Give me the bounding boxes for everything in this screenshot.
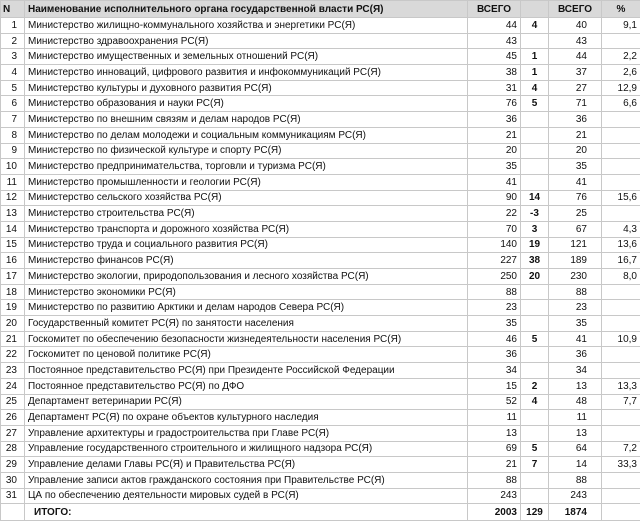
row-number: 26 (1, 410, 25, 426)
total-2-cell: 71 (549, 96, 602, 112)
total-cell: 20 (468, 143, 521, 159)
organ-name: Министерство промышленности и геологии РС(Я) (25, 174, 468, 190)
organ-name: ЦА по обеспечению деятельности мировых судей в РС(Я) (25, 488, 468, 504)
total-2-cell: 48 (549, 394, 602, 410)
row-number: 21 (1, 331, 25, 347)
table-row (1, 457, 640, 473)
percent-cell (602, 143, 640, 159)
organ-name: Управление делами Главы РС(Я) и Правительства РС(Я) (25, 457, 468, 473)
percent-cell: 15,6 (602, 190, 640, 206)
total-cell: 21 (468, 127, 521, 143)
organ-name: Госкомитет по ценовой политике РС(Я) (25, 347, 468, 363)
row-number: 1 (1, 18, 25, 34)
change-cell: 14 (521, 190, 549, 206)
row-number: 13 (1, 206, 25, 222)
header-change (521, 1, 549, 18)
row-number: 18 (1, 284, 25, 300)
percent-cell: 4,3 (602, 221, 640, 237)
change-cell (521, 316, 549, 332)
table-row (1, 143, 640, 159)
total-cell: 88 (468, 472, 521, 488)
total-2-cell: 40 (549, 18, 602, 34)
total-cell: 21 (468, 457, 521, 473)
change-cell: 2 (521, 378, 549, 394)
total-cell: 69 (468, 441, 521, 457)
organ-name: Управление архитектуры и градостроительства при Главе РС(Я) (25, 425, 468, 441)
table-row (1, 159, 640, 175)
total-2-cell: 37 (549, 65, 602, 81)
row-number: 4 (1, 65, 25, 81)
total-cell: 227 (468, 253, 521, 269)
row-number: 3 (1, 49, 25, 65)
percent-cell (602, 300, 640, 316)
table-row (1, 363, 640, 379)
percent-cell: 6,6 (602, 96, 640, 112)
organ-name: Министерство транспорта и дорожного хозяйства РС(Я) (25, 221, 468, 237)
total-cell: 11 (468, 410, 521, 426)
change-cell (521, 488, 549, 504)
change-cell: 19 (521, 237, 549, 253)
total-cell: 140 (468, 237, 521, 253)
total-2-cell: 88 (549, 284, 602, 300)
total-cell: 23 (468, 300, 521, 316)
total-2-cell: 189 (549, 253, 602, 269)
change-cell: 4 (521, 18, 549, 34)
organ-name: Министерство экономики РС(Я) (25, 284, 468, 300)
table-row (1, 300, 640, 316)
percent-cell (602, 488, 640, 504)
total-cell: 38 (468, 65, 521, 81)
total-2-cell: 20 (549, 143, 602, 159)
change-cell: 4 (521, 80, 549, 96)
organ-name: Министерство по делам молодежи и социальным коммуникациям РС(Я) (25, 127, 468, 143)
row-number: 31 (1, 488, 25, 504)
total-2-cell: 23 (549, 300, 602, 316)
total-cell: 70 (468, 221, 521, 237)
change-cell (521, 347, 549, 363)
row-number: 15 (1, 237, 25, 253)
organ-name: Управление записи актов гражданского состояния при Правительстве РС(Я) (25, 472, 468, 488)
total-2-cell: 27 (549, 80, 602, 96)
totals-n-cell (1, 504, 25, 521)
total-cell: 15 (468, 378, 521, 394)
total-2-cell: 13 (549, 378, 602, 394)
change-cell: 7 (521, 457, 549, 473)
change-cell: 3 (521, 221, 549, 237)
percent-cell: 13,6 (602, 237, 640, 253)
row-number: 10 (1, 159, 25, 175)
total-cell: 13 (468, 425, 521, 441)
change-cell (521, 300, 549, 316)
table-row (1, 284, 640, 300)
percent-cell (602, 425, 640, 441)
total-cell: 44 (468, 18, 521, 34)
row-number: 19 (1, 300, 25, 316)
row-number: 7 (1, 112, 25, 128)
total-2-cell: 36 (549, 347, 602, 363)
row-number: 2 (1, 33, 25, 49)
total-cell: 35 (468, 316, 521, 332)
total-2-cell: 11 (549, 410, 602, 426)
organ-name: Министерство образования и науки РС(Я) (25, 96, 468, 112)
organ-name: Государственный комитет РС(Я) по занятости населения (25, 316, 468, 332)
total-2-cell: 14 (549, 457, 602, 473)
table-row (1, 49, 640, 65)
total-2-cell: 13 (549, 425, 602, 441)
percent-cell (602, 316, 640, 332)
organ-name: Департамент ветеринарии РС(Я) (25, 394, 468, 410)
total-2-cell: 43 (549, 33, 602, 49)
percent-cell (602, 159, 640, 175)
total-cell: 45 (468, 49, 521, 65)
total-cell: 36 (468, 112, 521, 128)
table-row (1, 425, 640, 441)
change-cell (521, 284, 549, 300)
row-number: 20 (1, 316, 25, 332)
percent-cell: 7,7 (602, 394, 640, 410)
table-row (1, 441, 640, 457)
table-row (1, 174, 640, 190)
organ-name: Департамент РС(Я) по охране объектов культурного наследия (25, 410, 468, 426)
header-n: N (1, 1, 25, 18)
change-cell (521, 112, 549, 128)
totals-total: 2003 (468, 504, 521, 521)
row-number: 8 (1, 127, 25, 143)
organ-name: Министерство жилищно-коммунального хозяйства и энергетики РС(Я) (25, 18, 468, 34)
totals-total-2: 1874 (549, 504, 602, 521)
percent-cell (602, 284, 640, 300)
total-2-cell: 41 (549, 174, 602, 190)
table-body (1, 18, 640, 504)
percent-cell (602, 112, 640, 128)
row-number: 9 (1, 143, 25, 159)
total-2-cell: 35 (549, 316, 602, 332)
row-number: 30 (1, 472, 25, 488)
total-cell: 35 (468, 159, 521, 175)
total-2-cell: 41 (549, 331, 602, 347)
table-row (1, 33, 640, 49)
percent-cell: 7,2 (602, 441, 640, 457)
total-cell: 43 (468, 33, 521, 49)
organ-name: Министерство по физической культуре и спорту РС(Я) (25, 143, 468, 159)
header-name: Наименование исполнительного органа государственной власти РС(Я) (25, 1, 468, 18)
total-cell: 46 (468, 331, 521, 347)
organ-name: Министерство предпринимательства, торговли и туризма РС(Я) (25, 159, 468, 175)
table-row (1, 96, 640, 112)
row-number: 22 (1, 347, 25, 363)
total-cell: 250 (468, 269, 521, 285)
totals-percent (602, 504, 640, 521)
table-row (1, 80, 640, 96)
organ-name: Госкомитет по обеспечению безопасности жизнедеятельности населения РС(Я) (25, 331, 468, 347)
organ-name: Министерство здравоохранения РС(Я) (25, 33, 468, 49)
total-cell: 90 (468, 190, 521, 206)
row-number: 24 (1, 378, 25, 394)
change-cell (521, 472, 549, 488)
percent-cell: 2,6 (602, 65, 640, 81)
percent-cell (602, 363, 640, 379)
table-row (1, 472, 640, 488)
organ-name: Министерство культуры и духовного развития РС(Я) (25, 80, 468, 96)
row-number: 27 (1, 425, 25, 441)
percent-cell (602, 127, 640, 143)
percent-cell (602, 410, 640, 426)
total-cell: 243 (468, 488, 521, 504)
organ-name: Министерство экологии, природопользования и лесного хозяйства РС(Я) (25, 269, 468, 285)
total-2-cell: 64 (549, 441, 602, 457)
row-number: 17 (1, 269, 25, 285)
table-row (1, 18, 640, 34)
table-row (1, 65, 640, 81)
organ-name: Министерство строительства РС(Я) (25, 206, 468, 222)
total-cell: 22 (468, 206, 521, 222)
change-cell (521, 33, 549, 49)
change-cell (521, 127, 549, 143)
total-cell: 34 (468, 363, 521, 379)
total-cell: 76 (468, 96, 521, 112)
total-2-cell: 35 (549, 159, 602, 175)
table-row (1, 269, 640, 285)
percent-cell: 2,2 (602, 49, 640, 65)
table-row (1, 253, 640, 269)
percent-cell: 33,3 (602, 457, 640, 473)
total-cell: 88 (468, 284, 521, 300)
percent-cell (602, 472, 640, 488)
organ-name: Министерство имущественных и земельных отношений РС(Я) (25, 49, 468, 65)
table-row (1, 221, 640, 237)
table-row (1, 127, 640, 143)
change-cell (521, 174, 549, 190)
row-number: 14 (1, 221, 25, 237)
header-total-2: ВСЕГО (549, 1, 602, 18)
table-row (1, 410, 640, 426)
change-cell: -3 (521, 206, 549, 222)
table-row (1, 378, 640, 394)
row-number: 5 (1, 80, 25, 96)
total-cell: 52 (468, 394, 521, 410)
table-row (1, 316, 640, 332)
total-2-cell: 25 (549, 206, 602, 222)
total-2-cell: 230 (549, 269, 602, 285)
row-number: 25 (1, 394, 25, 410)
table-row (1, 190, 640, 206)
total-2-cell: 76 (549, 190, 602, 206)
total-2-cell: 88 (549, 472, 602, 488)
percent-cell: 9,1 (602, 18, 640, 34)
totals-label: ИТОГО: (25, 504, 468, 521)
organ-name: Министерство финансов РС(Я) (25, 253, 468, 269)
total-2-cell: 36 (549, 112, 602, 128)
organ-name: Постоянное представительство РС(Я) по ДФО (25, 378, 468, 394)
percent-cell: 12,9 (602, 80, 640, 96)
total-2-cell: 243 (549, 488, 602, 504)
change-cell: 5 (521, 441, 549, 457)
change-cell: 1 (521, 65, 549, 81)
change-cell (521, 159, 549, 175)
change-cell: 5 (521, 96, 549, 112)
total-2-cell: 44 (549, 49, 602, 65)
table-row (1, 394, 640, 410)
header-percent: % (602, 1, 640, 18)
total-cell: 31 (468, 80, 521, 96)
change-cell: 4 (521, 394, 549, 410)
table-row (1, 237, 640, 253)
organ-name: Министерство по развитию Арктики и делам народов Севера РС(Я) (25, 300, 468, 316)
percent-cell: 10,9 (602, 331, 640, 347)
organ-name: Министерство сельского хозяйства РС(Я) (25, 190, 468, 206)
change-cell (521, 363, 549, 379)
table-row (1, 112, 640, 128)
total-cell: 36 (468, 347, 521, 363)
row-number: 23 (1, 363, 25, 379)
header-row (1, 1, 640, 18)
change-cell: 20 (521, 269, 549, 285)
percent-cell (602, 347, 640, 363)
organ-name: Министерство по внешним связям и делам народов РС(Я) (25, 112, 468, 128)
total-cell: 41 (468, 174, 521, 190)
percent-cell: 8,0 (602, 269, 640, 285)
percent-cell: 16,7 (602, 253, 640, 269)
change-cell (521, 410, 549, 426)
total-2-cell: 21 (549, 127, 602, 143)
row-number: 28 (1, 441, 25, 457)
total-2-cell: 34 (549, 363, 602, 379)
totals-row (1, 504, 640, 521)
change-cell: 1 (521, 49, 549, 65)
percent-cell (602, 174, 640, 190)
table-row (1, 347, 640, 363)
table-row (1, 331, 640, 347)
change-cell (521, 425, 549, 441)
row-number: 16 (1, 253, 25, 269)
row-number: 12 (1, 190, 25, 206)
organ-name: Министерство труда и социального развития РС(Я) (25, 237, 468, 253)
total-2-cell: 121 (549, 237, 602, 253)
percent-cell: 13,3 (602, 378, 640, 394)
header-total: ВСЕГО (468, 1, 521, 18)
row-number: 11 (1, 174, 25, 190)
row-number: 6 (1, 96, 25, 112)
percent-cell (602, 33, 640, 49)
organ-name: Постоянное представительство РС(Я) при Президенте Российской Федерации (25, 363, 468, 379)
totals-change: 129 (521, 504, 549, 521)
organ-name: Управление государственного строительного и жилищного надзора РС(Я) (25, 441, 468, 457)
row-number: 29 (1, 457, 25, 473)
total-2-cell: 67 (549, 221, 602, 237)
table-row (1, 206, 640, 222)
change-cell: 5 (521, 331, 549, 347)
change-cell (521, 143, 549, 159)
table-row (1, 488, 640, 504)
percent-cell (602, 206, 640, 222)
change-cell: 38 (521, 253, 549, 269)
organ-name: Министерство инноваций, цифрового развития и инфокоммуникаций РС(Я) (25, 65, 468, 81)
